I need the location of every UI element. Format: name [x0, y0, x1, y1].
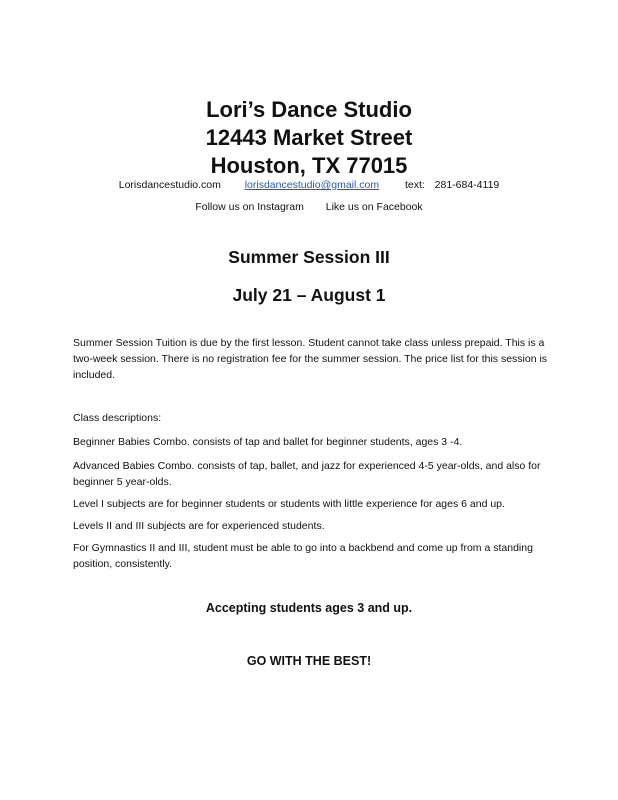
session-title: Summer Session III [228, 247, 390, 267]
beginner-babies-description: Beginner Babies Combo. consists of tap and ballet for beginner students, ages 3 -4. [73, 436, 463, 448]
level-one-description: Level I subjects are for beginner students or students with little experience for ages 6 and up. [73, 498, 505, 510]
slogan: GO WITH THE BEST! [246, 654, 372, 668]
email-link[interactable]: lorisdancestudio@gmail.com [244, 179, 380, 191]
studio-street: 12443 Market Street [205, 125, 413, 150]
instagram-text: Follow us on Instagram [195, 201, 304, 213]
accepting-students: Accepting students ages 3 and up. [205, 601, 413, 615]
contact-row [0, 178, 618, 192]
phone-number: 281-684-4119 [434, 179, 500, 191]
text-label: text: [404, 179, 425, 191]
advanced-babies-description: Advanced Babies Combo. consists of tap, ballet, and jazz for experienced 4-5 year-olds, and also for beginner 5 year-olds. [73, 460, 541, 488]
website-text: Lorisdancestudio.com [118, 179, 221, 191]
studio-name: Lori’s Dance Studio [206, 97, 412, 122]
class-descriptions-label: Class descriptions: [73, 412, 162, 424]
levels-two-three-description: Levels II and III subjects are for experienced students. [73, 520, 325, 532]
tuition-paragraph: Summer Session Tuition is due by the first lesson. Student cannot take class unless prepaid. This is a two-week session. There is no registration fee for the summer session. The price list for this session is included. [73, 337, 548, 381]
studio-city: Houston, TX 77015 [210, 153, 408, 178]
session-dates: July 21 – August 1 [232, 285, 386, 305]
facebook-text: Like us on Facebook [325, 201, 423, 213]
social-row [0, 200, 618, 214]
gymnastics-description: For Gymnastics II and III, student must be able to go into a backbend and come up from a standing position, consistently. [73, 542, 533, 570]
